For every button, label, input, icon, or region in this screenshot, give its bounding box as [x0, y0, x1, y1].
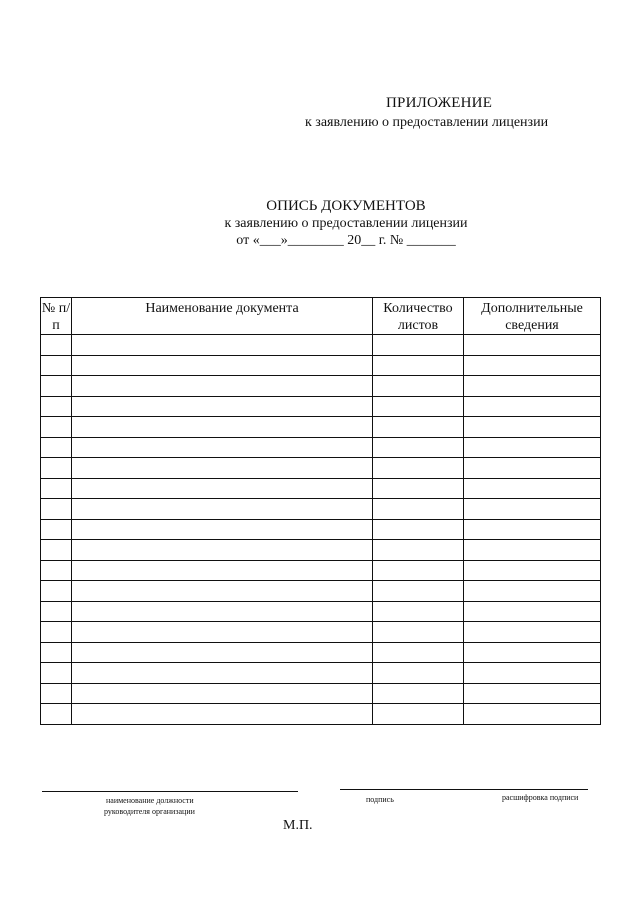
- table-cell[interactable]: [41, 560, 72, 581]
- table-row: [41, 376, 601, 397]
- table-cell[interactable]: [72, 683, 373, 704]
- table-cell[interactable]: [41, 622, 72, 643]
- table-cell[interactable]: [373, 376, 464, 397]
- table-cell[interactable]: [72, 355, 373, 376]
- table-cell[interactable]: [373, 478, 464, 499]
- table-cell[interactable]: [464, 581, 601, 602]
- table-cell[interactable]: [41, 663, 72, 684]
- column-header-number: № п/п: [41, 298, 72, 335]
- table-cell[interactable]: [373, 704, 464, 725]
- column-header-additional-info: Дополнительные сведения: [464, 298, 601, 335]
- table-cell[interactable]: [464, 396, 601, 417]
- table-cell[interactable]: [464, 355, 601, 376]
- position-signature-line: [42, 791, 298, 792]
- table-cell[interactable]: [464, 376, 601, 397]
- table-row: [41, 355, 601, 376]
- table-cell[interactable]: [373, 642, 464, 663]
- table-cell[interactable]: [373, 437, 464, 458]
- table-cell[interactable]: [72, 478, 373, 499]
- decoding-caption: расшифровка подписи: [502, 793, 579, 802]
- table-row: [41, 540, 601, 561]
- table-cell[interactable]: [373, 396, 464, 417]
- table-cell[interactable]: [41, 601, 72, 622]
- appendix-subtitle: к заявлению о предоставлении лицензии: [305, 115, 549, 130]
- document-title: ОПИСЬ ДОКУМЕНТОВ: [266, 198, 426, 214]
- table-cell[interactable]: [72, 601, 373, 622]
- table-cell[interactable]: [464, 601, 601, 622]
- table-row: [41, 437, 601, 458]
- table-row: [41, 642, 601, 663]
- table-cell[interactable]: [373, 519, 464, 540]
- table-cell[interactable]: [464, 499, 601, 520]
- table-cell[interactable]: [72, 642, 373, 663]
- table-cell[interactable]: [373, 622, 464, 643]
- document-subtitle: к заявлению о предоставлении лицензии: [224, 216, 468, 231]
- table-cell[interactable]: [373, 335, 464, 356]
- table-cell[interactable]: [41, 478, 72, 499]
- table-row: [41, 417, 601, 438]
- table-cell[interactable]: [464, 458, 601, 479]
- table-cell[interactable]: [41, 458, 72, 479]
- table-cell[interactable]: [464, 663, 601, 684]
- table-cell[interactable]: [41, 335, 72, 356]
- column-header-sheet-count: Количество листов: [373, 298, 464, 335]
- table-row: [41, 396, 601, 417]
- table-cell[interactable]: [373, 355, 464, 376]
- table-cell[interactable]: [464, 417, 601, 438]
- table-cell[interactable]: [373, 560, 464, 581]
- table-cell[interactable]: [41, 683, 72, 704]
- table-cell[interactable]: [373, 683, 464, 704]
- table-cell[interactable]: [41, 396, 72, 417]
- table-cell[interactable]: [72, 417, 373, 438]
- table-cell[interactable]: [72, 396, 373, 417]
- table-cell[interactable]: [41, 417, 72, 438]
- signature-caption: подпись: [366, 795, 394, 804]
- table-row: [41, 458, 601, 479]
- table-cell[interactable]: [41, 519, 72, 540]
- stamp-placeholder: М.П.: [283, 818, 313, 833]
- position-caption-line1: наименование должности: [106, 796, 194, 805]
- table-cell[interactable]: [72, 437, 373, 458]
- table-cell[interactable]: [41, 642, 72, 663]
- table-row: [41, 663, 601, 684]
- table-cell[interactable]: [464, 519, 601, 540]
- table-cell[interactable]: [41, 376, 72, 397]
- table-cell[interactable]: [464, 540, 601, 561]
- table-cell[interactable]: [72, 581, 373, 602]
- table-cell[interactable]: [41, 704, 72, 725]
- table-cell[interactable]: [373, 540, 464, 561]
- table-cell[interactable]: [72, 663, 373, 684]
- table-cell[interactable]: [373, 601, 464, 622]
- table-cell[interactable]: [464, 437, 601, 458]
- position-caption-line2: руководителя организации: [104, 807, 195, 816]
- table-cell[interactable]: [41, 355, 72, 376]
- table-row: [41, 622, 601, 643]
- table-body: [41, 335, 601, 725]
- table-cell[interactable]: [72, 335, 373, 356]
- inventory-table: [40, 297, 601, 725]
- table-row: [41, 683, 601, 704]
- table-cell[interactable]: [464, 683, 601, 704]
- table-row: [41, 601, 601, 622]
- table-cell[interactable]: [72, 540, 373, 561]
- table-cell[interactable]: [464, 622, 601, 643]
- table-cell[interactable]: [41, 499, 72, 520]
- table-cell[interactable]: [72, 622, 373, 643]
- table-cell[interactable]: [373, 581, 464, 602]
- document-date-line: от «___»________ 20__ г. № _______: [236, 233, 456, 248]
- table-row: [41, 704, 601, 725]
- table-cell[interactable]: [72, 704, 373, 725]
- signature-line: [340, 789, 588, 790]
- table-cell[interactable]: [373, 499, 464, 520]
- column-header-document-name: Наименование документа: [72, 298, 373, 335]
- table-cell[interactable]: [464, 335, 601, 356]
- appendix-title: ПРИЛОЖЕНИЕ: [386, 95, 493, 111]
- table-row: [41, 560, 601, 581]
- table-cell[interactable]: [41, 540, 72, 561]
- table-cell[interactable]: [72, 458, 373, 479]
- table-row: [41, 519, 601, 540]
- table-cell[interactable]: [464, 478, 601, 499]
- table-cell[interactable]: [373, 417, 464, 438]
- table-header-row: [41, 298, 601, 335]
- table-cell[interactable]: [373, 458, 464, 479]
- table-cell[interactable]: [72, 519, 373, 540]
- table-cell[interactable]: [41, 437, 72, 458]
- table-row: [41, 335, 601, 356]
- table-cell[interactable]: [72, 376, 373, 397]
- table-cell[interactable]: [41, 581, 72, 602]
- table-row: [41, 499, 601, 520]
- table-cell[interactable]: [72, 499, 373, 520]
- table-cell[interactable]: [464, 642, 601, 663]
- table-cell[interactable]: [464, 704, 601, 725]
- table-row: [41, 581, 601, 602]
- table-cell[interactable]: [464, 560, 601, 581]
- table-cell[interactable]: [72, 560, 373, 581]
- table-row: [41, 478, 601, 499]
- table-cell[interactable]: [373, 663, 464, 684]
